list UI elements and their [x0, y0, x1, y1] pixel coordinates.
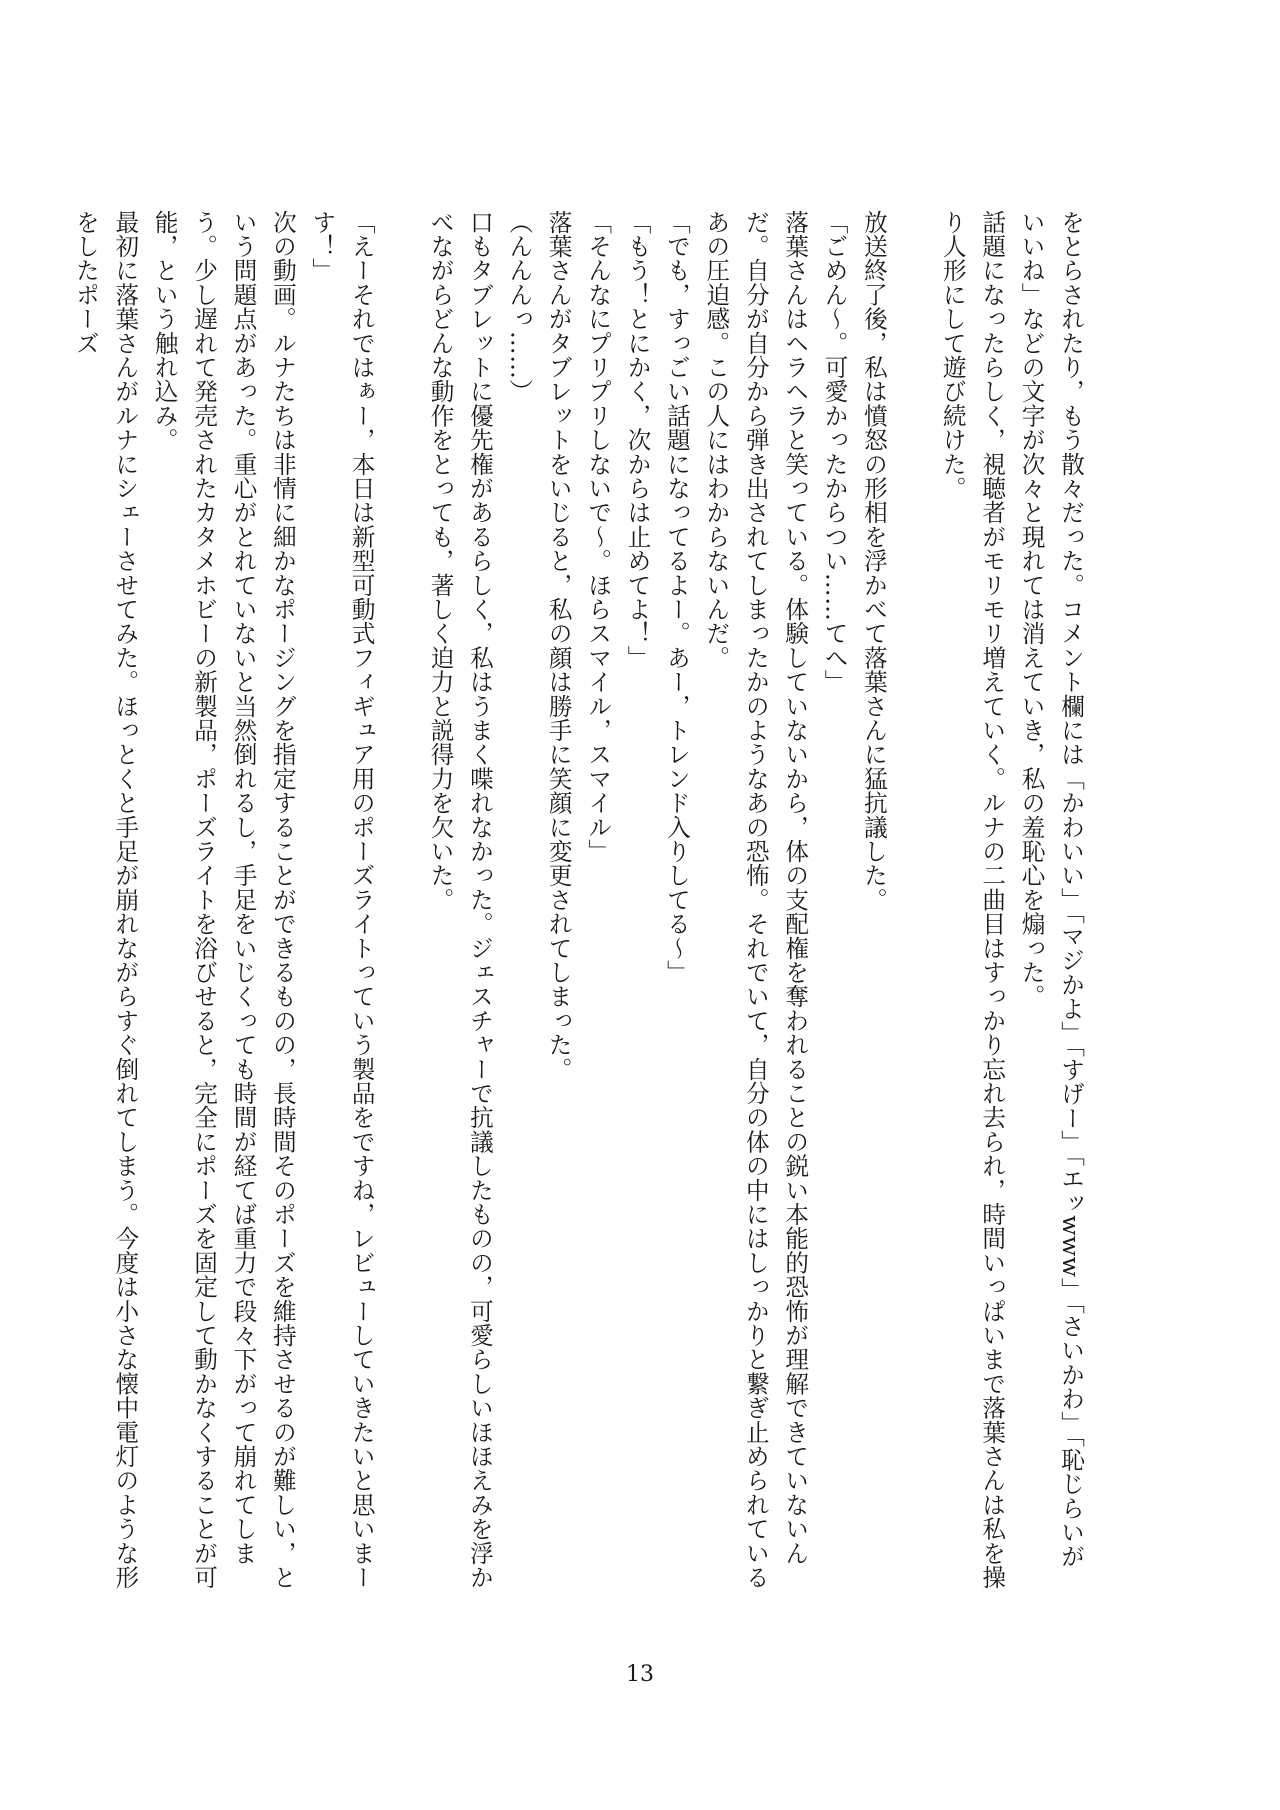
paragraph-13: 次の動画。ルナたちは非情に細かなポージングを指定することができるものの，長時間そのポーズを維持させるのが難しい，という問題点があった。重心がとれていないと当然倒れるし，手足をいじくっても時間が経てば重力で段々下がって崩れてしまう。少し遅れて発売されたカタメホビーの新製品，ポーズライトを浴びせると，完全にポーズを固定して動かなくすることが可能，という触れ込み。 — [150, 210, 297, 1590]
paragraph-14: 最初に落葉さんがルナにシェーさせてみた。ほっとくと手足が崩れながらすぐ倒れてしまう。今度は小さな懐中電灯のような形をしたポーズ — [71, 210, 140, 1590]
paragraph-3: 放送終了後，私は憤怒の形相を浮かべて落葉さんに猛抗議した。 — [859, 210, 888, 912]
paragraph-2: 話題になったらしく，視聴者がモリモリ増えていく。ルナの二曲目はすっかり忘れ去られ，時間いっぱいまで落葉さんは私を操り人形にして遊び続けた。 — [938, 210, 1007, 1590]
dialogue-line: 「でも，すっごい話題になってるよー。あー，トレンド入りしてる～」 — [662, 210, 691, 985]
paragraph-9: 落葉さんがタブレットをいじると，私の顔は勝手に笑顔に変更されてしまった。 — [544, 210, 573, 1082]
dialogue-line: 「そんなにプリプリしないで～。ほらスマイル，スマイル」 — [584, 210, 613, 864]
page-number: 13 — [626, 1662, 654, 1687]
paragraph-11: 口もタブレットに優先権があるらしく，私はうまく喋れなかった。ジェスチャーで抗議したものの，可愛らしいほほえみを浮かべながらどんな動作をとっても，著しく迫力と説得力を欠いた。 — [426, 210, 494, 1590]
vertical-text-body — [65, 210, 1090, 1590]
paragraph-1: をとらされたり，もう散々だった。コメント欄には「かわいい」「マジかよ」「すげー」「エッwww」「さいかわ」「恥じらいがいいね」などの文字が次々と現れては消えていき，私の羞恥心を煽った。 — [1017, 210, 1085, 1569]
dialogue-line: 「もう！とにかく，次からは止めてよ！」 — [623, 210, 652, 670]
dialogue-line: 「ごめん～。可愛かったからつい……てへ」 — [820, 210, 849, 694]
inner-voice-line: （んんんっ……） — [505, 210, 534, 404]
dialogue-line: 「えーそれではぁー，本日は新型可動式フィギュア用のポーズライトっていう製品をですね，レビューしていきたいと思いまーす！」 — [308, 210, 376, 1590]
paragraph-5: 落葉さんはヘラヘラと笑っている。体験していないから，体の支配権を奪われることの鋭い本能的恐怖が理解できていないんだ。自分が自分から弾き出されてしまったかのようなあの恐怖。それでいて，自分の体の中にはしっかりと繋ぎ止められているあの圧迫感。この人にはわからないんだ。 — [702, 210, 810, 1590]
